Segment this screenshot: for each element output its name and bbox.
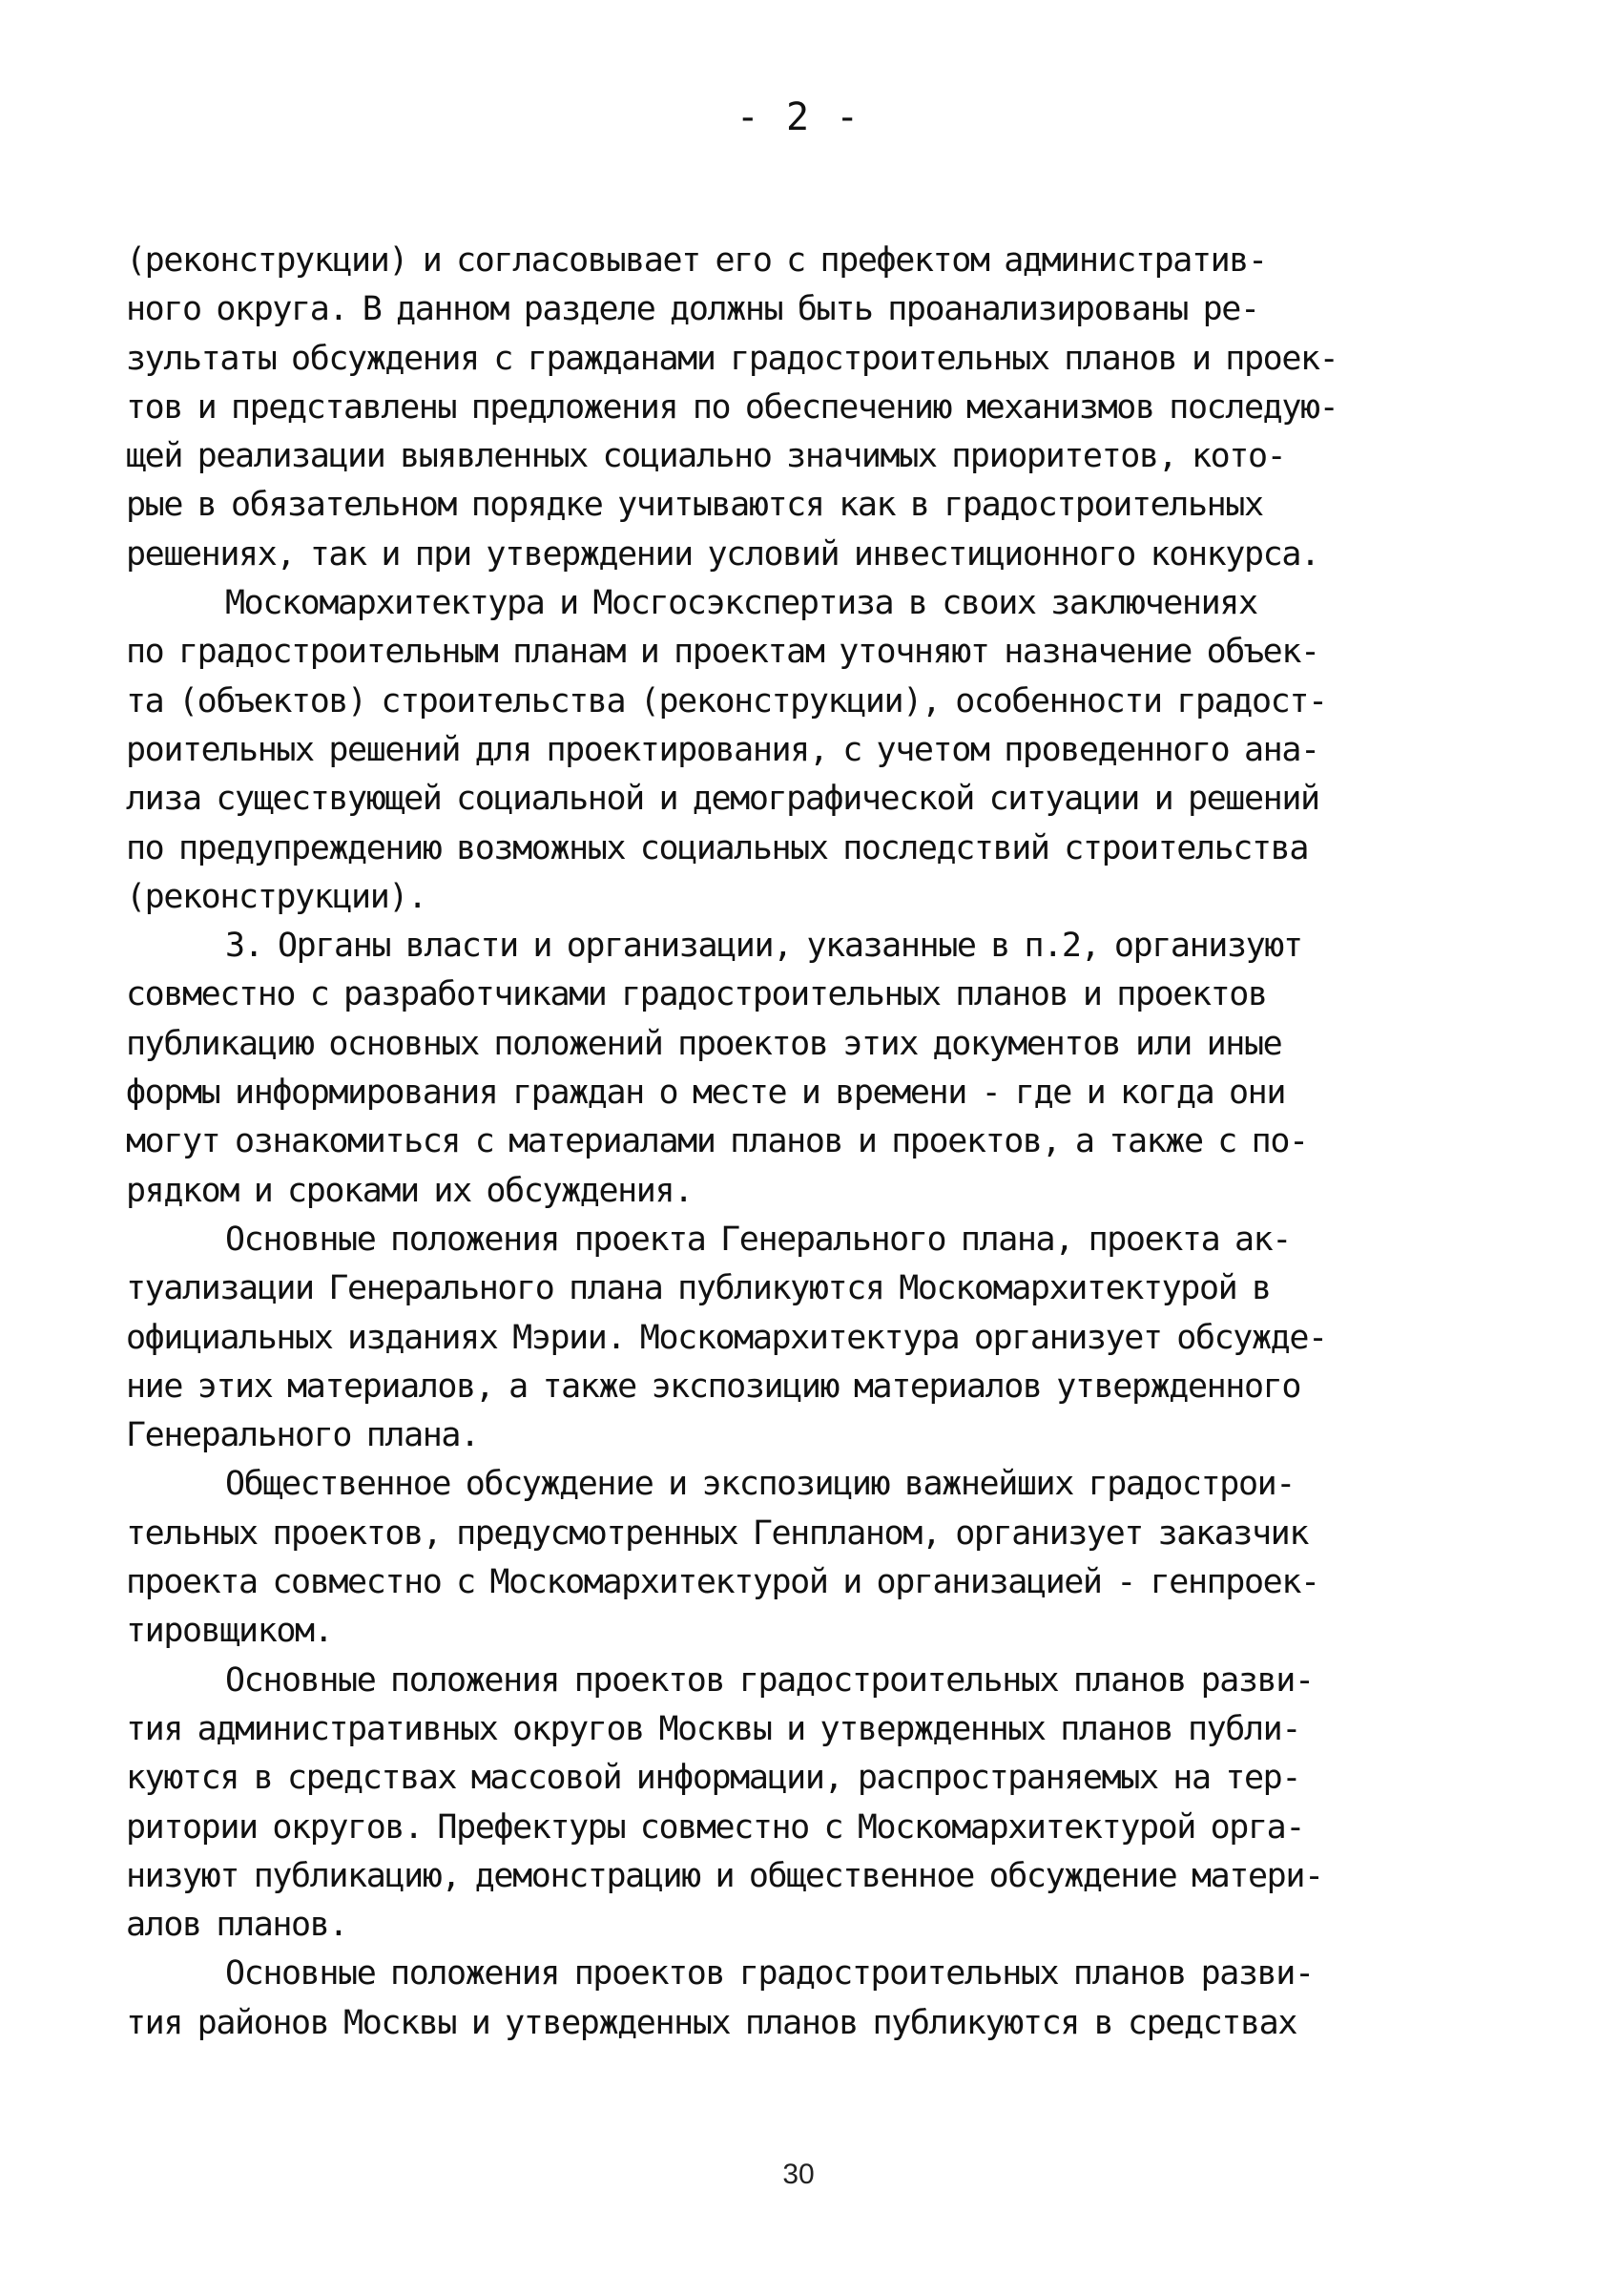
text-line: Москомархитектура и Мосгосэкспертиза в своих заключениях: [225, 584, 1257, 623]
text-line: решениях, так и при утверждении условий инвестиционного конкурса.: [126, 534, 1319, 574]
text-line: та (объектов) строительства (реконструкции), особенности градост-: [126, 681, 1327, 720]
text-line: Генерального плана.: [126, 1416, 479, 1455]
text-line: зультаты обсуждения с гражданами градостроительных планов и проек-: [126, 339, 1338, 378]
text-line: публикацию основных положений проектов этих документов или иные: [126, 1024, 1282, 1063]
text-line: Основные положения проекта Генерального плана, проекта ак-: [225, 1220, 1291, 1259]
text-line: по предупреждению возможных социальных последствий строительства: [126, 828, 1308, 867]
text-line: куются в средствах массовой информации, распространяемых на тер-: [126, 1759, 1300, 1798]
text-line: по градостроительным планам и проектам уточняют назначение объек-: [126, 633, 1319, 672]
text-line: рые в обязательном порядке учитываются как в градостроительных: [126, 486, 1263, 525]
text-line: лиза существующей социальной и демографической ситуации и решений: [126, 780, 1319, 819]
text-line: роительных решений для проектирования, с учетом проведенного ана-: [126, 730, 1319, 769]
page-header: - 2 -: [736, 95, 861, 139]
text-line: Основные положения проектов градостроительных планов разви-: [225, 1954, 1314, 1993]
text-line: (реконструкции).: [126, 877, 426, 916]
text-line: Общественное обсуждение и экспозицию важнейших градострои-: [225, 1465, 1295, 1504]
text-line: тов и представлены предложения по обеспечению механизмов последую-: [126, 387, 1338, 427]
text-line: официальных изданиях Мэрии. Москомархитектура организует обсужде-: [126, 1318, 1327, 1357]
text-line: ритории округов. Префектуры совместно с Москомархитектурой орга-: [126, 1807, 1304, 1847]
text-line: проекта совместно с Москомархитектурой и организацией - генпроек-: [126, 1563, 1319, 1602]
text-line: ного округа. В данном разделе должны быть проанализированы ре-: [126, 290, 1259, 329]
text-line: Основные положения проектов градостроительных планов разви-: [225, 1660, 1314, 1700]
text-line: формы информирования граждан о месте и времени - где и когда они: [126, 1074, 1285, 1113]
text-line: щей реализации выявленных социально значимых приоритетов, кото-: [126, 437, 1286, 476]
text-line: ние этих материалов, а также экспозицию материалов утвержденного: [126, 1367, 1300, 1406]
page-number: 30: [782, 2159, 815, 2190]
text-line: тия районов Москвы и утвержденных планов публикуются в средствах: [126, 2003, 1296, 2042]
text-line: совместно с разработчиками градостроительных планов и проектов: [126, 975, 1267, 1014]
text-line: могут ознакомиться с материалами планов и проектов, а также с по-: [126, 1122, 1308, 1161]
text-line: рядком и сроками их обсуждения.: [126, 1171, 693, 1210]
text-line: низуют публикацию, демонстрацию и общественное обсуждение матери-: [126, 1856, 1323, 1895]
text-line: туализации Генерального плана публикуются Москомархитектурой в: [126, 1269, 1271, 1308]
text-line: тия административных округов Москвы и утвержденных планов публи-: [126, 1709, 1300, 1748]
text-line: 3. Органы власти и организации, указанные в п.2, организуют: [225, 927, 1302, 966]
text-line: тельных проектов, предусмотренных Генпланом, организует заказчик: [126, 1513, 1308, 1553]
text-line: (реконструкции) и согласовывает его с префектом административ-: [126, 241, 1267, 280]
document-body: [126, 237, 1442, 2048]
text-line: алов планов.: [126, 1906, 348, 1945]
text-line: тировщиком.: [126, 1612, 333, 1651]
